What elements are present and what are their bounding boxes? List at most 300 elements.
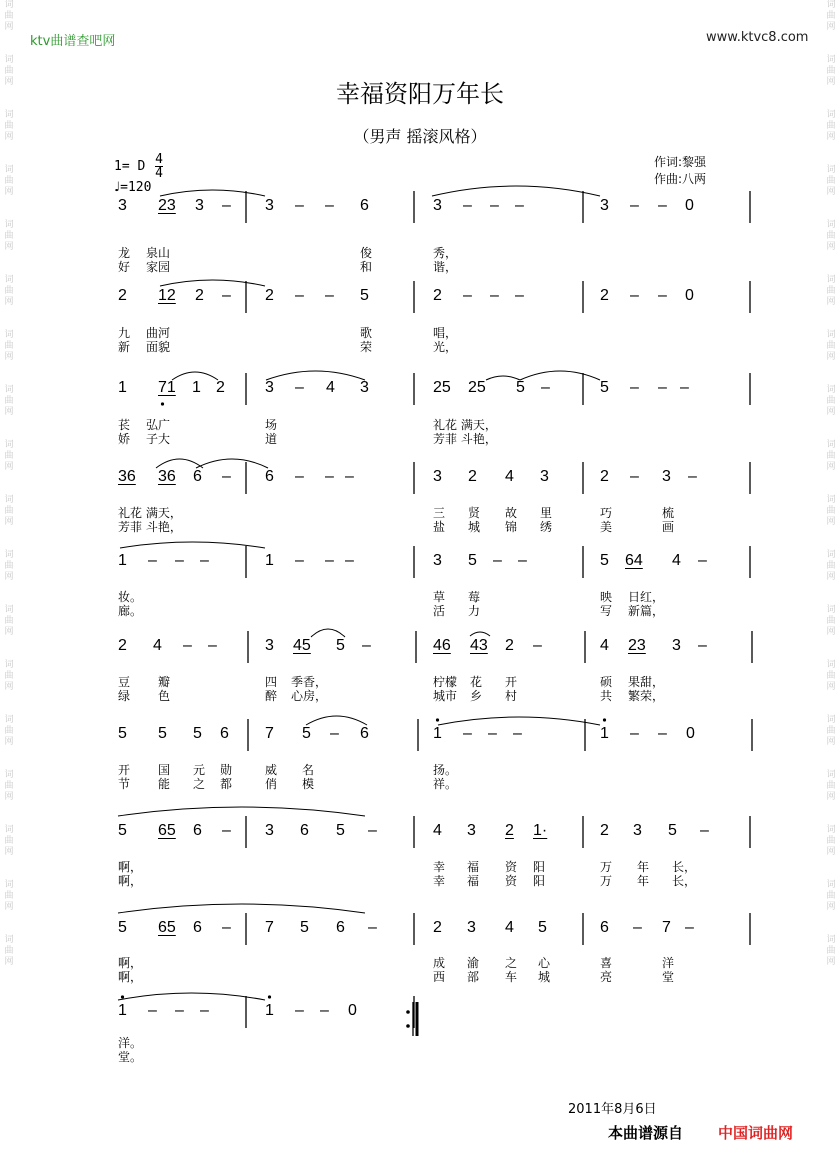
note: – [630,197,639,214]
watermark-glyph: 词 [826,440,836,450]
lyric-verse-2: 堂 [662,970,675,984]
lyric-verse-2: 长， [672,874,697,888]
note: 5 [336,637,345,654]
lyric-verse-2: 模 [302,777,315,791]
note: 3 [662,468,671,485]
lyric-verse-1: 元 [193,763,206,777]
note: – [330,725,339,742]
lyric-verse-1: 开 [118,763,131,777]
note: 6 [336,919,345,936]
site-url-right[interactable]: www.ktvc8.com [706,30,809,45]
watermark-glyph: 网 [4,572,14,582]
note: – [658,725,667,742]
note: 3 [433,552,442,569]
repeat-dot [406,1010,410,1014]
lyric-verse-1: 渝 [467,956,480,970]
note: – [295,552,304,569]
note: 5 [302,725,311,742]
note: 1 [265,1002,274,1019]
note: 64 [625,552,643,569]
watermark-glyph: 词 [826,0,836,10]
watermark-glyph: 网 [826,77,836,87]
watermark-glyph: 曲 [4,66,14,76]
note: 46 [433,637,451,654]
lyric-verse-2: 阳 [533,874,546,888]
note: – [320,1002,329,1019]
watermark-glyph: 曲 [4,451,14,461]
watermark-glyph: 曲 [826,231,836,241]
watermark-glyph: 词 [826,495,836,505]
note: 5 [668,822,677,839]
note: – [345,552,354,569]
lyric-verse-2: 啊， [118,970,143,984]
lyric-verse-2: 色 [158,689,171,703]
note: 65 [158,919,176,936]
watermark-glyph: 词 [4,275,14,285]
lyric-verse-1: 花 [470,675,483,689]
lyric-verse-1: 故 [505,506,518,520]
note: 1 [433,725,442,742]
watermark-glyph: 网 [826,847,836,857]
lyric-verse-2: 村 [505,689,518,703]
slur [196,459,268,468]
lyric-verse-1: 开 [505,675,518,689]
note: – [490,287,499,304]
note: 6 [220,725,229,742]
tempo-value: =120 [120,180,152,195]
lyric-verse-2: 家园 [146,260,171,274]
note: – [700,822,709,839]
lyric-verse-2: 好 [118,260,131,274]
watermark-glyph: 网 [4,847,14,857]
slur [311,629,345,637]
note: – [633,919,642,936]
note: – [541,379,550,396]
lyric-verse-2: 都 [220,777,233,791]
note: 5 [118,822,127,839]
note: – [295,1002,304,1019]
note: 6 [265,468,274,485]
watermark-glyph: 词 [826,550,836,560]
watermark-glyph: 网 [4,352,14,362]
lyric-verse-1: 豆 [118,675,131,689]
slur [172,372,218,380]
watermark-glyph: 词 [826,220,836,230]
watermark-glyph: 词 [826,330,836,340]
watermark-glyph: 词 [4,825,14,835]
note: – [515,287,524,304]
lyric-verse-1: 万 [600,860,613,874]
watermark-glyph: 词 [826,605,836,615]
note: 2 [600,468,609,485]
lyric-verse-1: 歌 [360,326,373,340]
watermark-glyph: 网 [826,627,836,637]
note: – [463,725,472,742]
note: 5 [600,379,609,396]
note: 3 [265,197,274,214]
note: 5 [300,919,309,936]
note: 5 [336,822,345,839]
lyric-verse-1: 季香， [291,675,328,689]
lyric-verse-2: 城 [468,520,481,534]
lyric-verse-2: 荣 [360,340,373,354]
lyric-verse-1: 啊， [118,860,143,874]
note: 1 [192,379,201,396]
lyric-verse-2: 美 [600,520,613,534]
lyric-verse-1: 巧 [600,506,613,520]
note: 6 [193,919,202,936]
lyric-verse-1: 映 [600,590,613,604]
note: 1 [118,379,127,396]
lyric-verse-2: 之 [193,777,206,791]
note: 2 [216,379,225,396]
note: – [222,919,231,936]
note: 1 [118,552,127,569]
note: 4 [326,379,335,396]
watermark-glyph: 词 [826,385,836,395]
note: – [222,287,231,304]
lyric-verse-2: 芳菲 斗艳， [433,432,497,446]
octave-dot-low [161,402,164,405]
note: – [630,725,639,742]
note: – [533,637,542,654]
watermark-glyph: 曲 [4,781,14,791]
watermark-glyph: 词 [4,880,14,890]
watermark-glyph: 网 [826,462,836,472]
lyric-verse-2: 城 [538,970,551,984]
watermark-glyph: 网 [826,22,836,32]
composer: 作曲:八两 [654,172,707,186]
lyric-verse-2: 啊， [118,874,143,888]
note: 4 [505,919,514,936]
watermark-glyph: 网 [4,957,14,967]
watermark-glyph: 网 [4,792,14,802]
note: 5 [468,552,477,569]
lyric-verse-2: 廊。 [118,604,143,618]
note: – [325,552,334,569]
lyric-verse-1: 果甜， [628,675,665,689]
slur [266,371,365,380]
octave-dot-high [436,718,439,721]
watermark-glyph: 曲 [4,231,14,241]
site-name-left[interactable]: ktv曲谱查吧网 [30,34,116,49]
lyric-verse-1: 九 [118,326,131,340]
date: 2011年8月6日 [568,1102,657,1117]
lyric-verse-1: 阳 [533,860,546,874]
watermark-glyph: 曲 [4,506,14,516]
note: 2 [118,287,127,304]
note: – [200,552,209,569]
lyric-verse-1: 福 [467,860,480,874]
watermark-glyph: 曲 [4,891,14,901]
note: 5 [158,725,167,742]
note: 3 [600,197,609,214]
lyric-verse-2: 资 [505,874,518,888]
quarter-note-icon: ♩ [114,180,121,195]
lyric-verse-2: 西 [433,970,446,984]
note: – [658,379,667,396]
note: – [680,379,689,396]
watermark-glyph: 网 [826,957,836,967]
note: 5 [118,919,127,936]
watermark-glyph: 词 [826,770,836,780]
note: 1· [533,822,548,839]
watermark-glyph: 词 [4,605,14,615]
lyric-verse-2: 亮 [600,970,613,984]
note: 45 [293,637,311,654]
slur [160,190,265,196]
watermark-glyph: 曲 [4,176,14,186]
note: – [295,379,304,396]
lyric-verse-2: 谐， [433,260,458,274]
lyric-verse-1: 梳 [662,506,675,520]
watermark-glyph: 网 [826,517,836,527]
note: 2 [468,468,477,485]
lyric-verse-1: 啊， [118,956,143,970]
watermark-glyph: 词 [4,660,14,670]
watermark-glyph: 曲 [826,396,836,406]
note: – [222,822,231,839]
watermark-glyph: 曲 [4,726,14,736]
watermark-glyph: 曲 [826,341,836,351]
lyric-verse-2: 娇 [118,432,131,446]
note: – [295,287,304,304]
lyric-verse-2: 节 [118,777,131,791]
lyric-verse-1: 心 [538,956,551,970]
note: – [295,197,304,214]
note: 3 [195,197,204,214]
watermark-glyph: 词 [4,495,14,505]
lyric-verse-1: 之 [505,956,518,970]
note: 25 [433,379,451,396]
lyric-verse-1: 名 [302,763,315,777]
watermark-glyph: 词 [826,110,836,120]
note: – [148,1002,157,1019]
lyric-verse-2: 福 [467,874,480,888]
watermark-glyph: 词 [4,330,14,340]
lyric-verse-2: 俏 [265,777,278,791]
note: – [493,552,502,569]
lyric-verse-2: 城市 [433,689,458,703]
lyric-verse-2: 乡 [470,689,483,703]
watermark-glyph: 网 [826,187,836,197]
lyric-verse-1: 妆。 [118,590,143,604]
note: – [368,919,377,936]
lyric-verse-2: 力 [468,604,481,618]
note: 2 [433,287,442,304]
lyric-verse-1: 瓣 [158,675,171,689]
watermark-glyph: 词 [4,0,14,10]
note: 23 [628,637,646,654]
watermark-glyph: 词 [826,880,836,890]
lyric-verse-2: 盐 [433,520,446,534]
lyric-verse-2: 万 [600,874,613,888]
lyric-verse-2: 画 [662,520,675,534]
lyric-verse-2: 繁荣， [628,689,665,703]
song-subtitle: （男声 摇滚风格） [353,127,487,146]
note: 4 [153,637,162,654]
note: 4 [672,552,681,569]
lyric-verse-2: 心房， [291,689,328,703]
watermark-glyph: 网 [4,132,14,142]
lyric-verse-2: 道 [265,432,278,446]
note: – [685,919,694,936]
note: – [518,552,527,569]
watermark-glyph: 词 [826,165,836,175]
note: 7 [265,725,274,742]
note: 71 [158,379,176,396]
lyric-verse-1: 硕 [600,675,613,689]
lyric-verse-2: 子大 [146,432,171,446]
slur [470,632,490,636]
watermark-glyph: 曲 [826,616,836,626]
note: 2 [600,287,609,304]
lyric-verse-1: 日红， [628,590,665,604]
note: – [345,468,354,485]
key-label: 1= D [114,159,146,174]
watermark-glyph: 网 [826,682,836,692]
note: – [463,287,472,304]
lyric-verse-1: 里 [540,506,553,520]
song-title: 幸福资阳万年长 [336,80,504,108]
lyric-verse-1: 年 [637,860,650,874]
watermark-glyph: 词 [826,275,836,285]
watermark-glyph: 网 [826,132,836,142]
lyric-verse-2: 绿 [118,689,131,703]
source-site[interactable]: 中国词曲网 [718,1124,794,1142]
note: – [222,197,231,214]
note: – [208,637,217,654]
watermark-glyph: 网 [826,792,836,802]
lyric-verse-2: 醉 [265,689,278,703]
note: 5 [118,725,127,742]
lyric-verse-2: 锦 [505,520,518,534]
lyric-verse-1: 扬。 [433,763,458,777]
lyric-verse-2: 堂。 [118,1050,143,1064]
note: 5 [538,919,547,936]
lyric-verse-2: 共 [600,689,613,703]
note: 43 [470,637,488,654]
watermark-glyph: 网 [4,77,14,87]
lyric-verse-1: 苌 [118,418,131,432]
watermark-glyph: 网 [4,407,14,417]
watermark-glyph: 曲 [826,726,836,736]
watermark-glyph: 网 [826,242,836,252]
watermark-glyph: 曲 [4,121,14,131]
slur [306,716,367,725]
lyric-verse-1: 贤 [468,506,481,520]
watermark-glyph: 曲 [4,11,14,21]
note: 25 [468,379,486,396]
note: – [325,468,334,485]
note: 0 [348,1002,357,1019]
lyric-verse-2: 芳菲 斗艳， [118,520,182,534]
note: 36 [118,468,136,485]
lyric-verse-1: 礼花 满天， [118,506,182,520]
slur [438,717,600,725]
lyric-verse-2: 活 [433,604,446,618]
watermark-glyph: 网 [4,902,14,912]
note: – [490,197,499,214]
note: 2 [433,919,442,936]
note: – [698,637,707,654]
note: 65 [158,822,176,839]
note: – [515,197,524,214]
lyric-verse-1: 草 [433,590,446,604]
note: – [362,637,371,654]
note: 3 [360,379,369,396]
note: 1 [600,725,609,742]
lyric-verse-1: 四 [265,675,278,689]
slur [160,280,265,286]
note: 3 [467,919,476,936]
note: 3 [265,379,274,396]
note: 6 [360,725,369,742]
note: – [658,287,667,304]
note: 3 [265,637,274,654]
note: 7 [662,919,671,936]
watermark-glyph: 词 [826,660,836,670]
watermark-glyph: 曲 [826,781,836,791]
slur [118,904,365,913]
lyric-verse-1: 勋 [220,763,233,777]
note: 6 [193,822,202,839]
note: 12 [158,287,176,304]
watermark-glyph: 曲 [4,946,14,956]
lyric-verse-1: 长， [672,860,697,874]
lyric-verse-1: 莓 [468,590,481,604]
watermark-glyph: 词 [826,55,836,65]
note: – [513,725,522,742]
watermark-glyph: 词 [4,165,14,175]
lyric-verse-2: 光， [433,340,458,354]
lyric-verse-1: 国 [158,763,171,777]
note: – [688,468,697,485]
watermark-glyph: 曲 [826,836,836,846]
note: 36 [158,468,176,485]
note: 1 [118,1002,127,1019]
watermark-glyph: 词 [826,935,836,945]
note: 5 [516,379,525,396]
lyric-verse-2: 新篇， [628,604,665,618]
note: 3 [433,468,442,485]
note: 2 [265,287,274,304]
lyric-verse-2: 幸 [433,874,446,888]
watermark-glyph: 曲 [826,121,836,131]
slur [156,459,203,468]
lyric-verse-1: 洋。 [118,1036,143,1050]
watermark-glyph: 词 [4,55,14,65]
note: 0 [685,197,694,214]
watermark-glyph: 曲 [826,11,836,21]
lyric-verse-2: 写 [600,604,613,618]
note: – [658,197,667,214]
note: 4 [505,468,514,485]
lyric-verse-2: 祥。 [433,777,458,791]
note: 23 [158,197,176,214]
lyric-verse-1: 喜 [600,956,613,970]
source-label: 本曲谱源自 [608,1124,684,1142]
lyric-verse-1: 弘广 [146,418,171,432]
note: 3 [633,822,642,839]
watermark-glyph: 曲 [826,561,836,571]
note: 6 [193,468,202,485]
watermark-glyph: 词 [4,440,14,450]
note: – [175,1002,184,1019]
watermark-glyph: 词 [4,110,14,120]
watermark-glyph: 网 [826,572,836,582]
note: 2 [505,822,514,839]
